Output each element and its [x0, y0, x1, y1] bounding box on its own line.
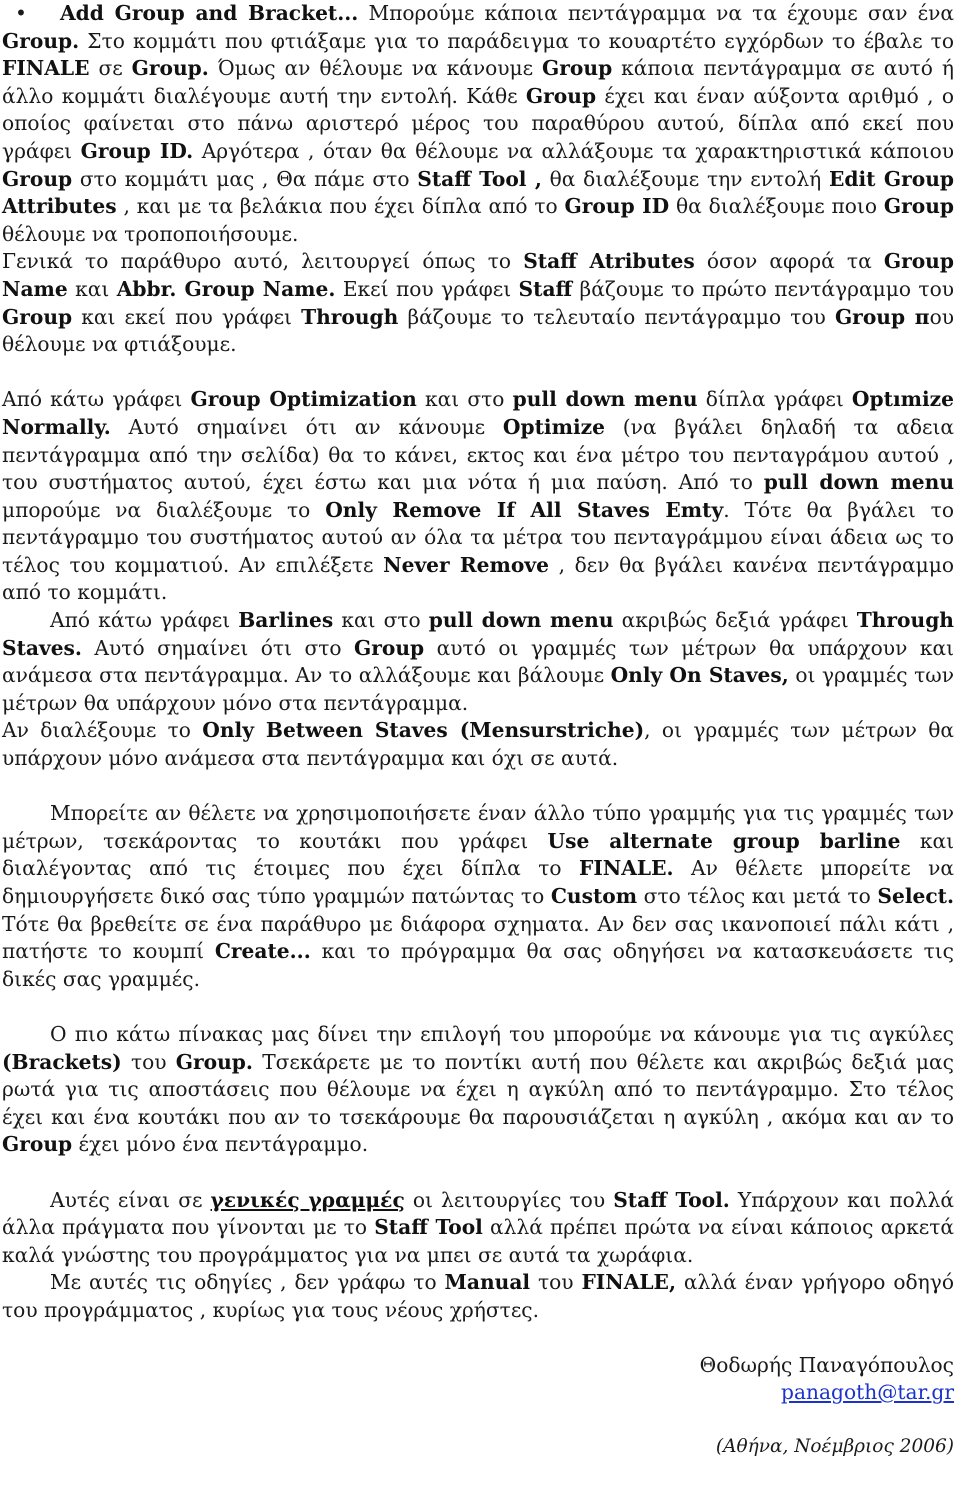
bold-term: Add Group and Bracket... [60, 1, 359, 25]
paragraph-barlines [2, 607, 954, 717]
bold-term: Barlines [238, 608, 334, 633]
text-run: και εκεί που γράφει [72, 304, 302, 329]
text-run: δίπλα γράφει [697, 387, 852, 412]
text-run: έχει μόνο ένα πεντάγραμμο. [72, 1132, 369, 1157]
author-email-link[interactable]: panagoth@tar.gr [781, 1380, 954, 1405]
paragraph-staff-tool-summary [2, 1187, 954, 1270]
text-run: , δεν θα βγάλει κανένα πεντάγραμμο από το κομμάτι. [2, 552, 954, 605]
bold-term: Group ID [564, 194, 670, 219]
bold-term: Group [2, 166, 73, 191]
bold-term: Group. [131, 56, 209, 81]
bold-term: Group Name [2, 249, 954, 301]
bold-term: Never Remove [383, 552, 549, 577]
bold-term: Through [301, 304, 399, 329]
text-run: , και με τα βελάκια που έχει δίπλα από το [116, 194, 565, 219]
spacer [2, 359, 954, 387]
spacer [2, 1159, 954, 1187]
bold-term: Optimize [502, 414, 605, 439]
text-run: κάποια πεντάγραμμα σε αυτό ή άλλο κομμάτι διαλέγουμε αυτή την εντολή. Κάθε [2, 56, 954, 108]
text-run: Γενικά το παράθυρο αυτό, λειτουργεί όπως το [2, 249, 524, 274]
text-run: βάζουμε το τελευταίο πεντάγραμμο του [398, 304, 835, 329]
text-run: Όμως αν θέλουμε να κάνουμε [208, 56, 543, 81]
text-run: Μπορούμε κάποια πεντάγραμμα να τα έχουμε σαν ένα [358, 1, 954, 25]
paragraph-add-group [2, 0, 954, 248]
text-run: μπορούμε να διαλέξουμε το [2, 497, 326, 522]
text-run: Από κάτω γράφει [2, 387, 191, 412]
text-run: στο τέλος και μετά το [637, 884, 878, 908]
text-run: και το πρόγραμμα θα σας οδηγήσει να κατασκευάσετε τις δικές σας γραμμές. [2, 939, 954, 991]
text-run: έχει και έναν αύξοντα αριθμό , ο οποίος φαίνεται στο πάνω αριστερό μέρος του παραθύρου αυτού, δίπλα από εκεί που γράφει [2, 83, 954, 163]
bold-term: Only Between Staves (Mensurstriche) [202, 718, 645, 743]
bold-term: γενικές γραμμές [210, 1187, 405, 1212]
text-run: αλλά έναν γρήγορο οδηγό του προγράμματος , κυρίως για τους νέους χρήστες. [2, 1270, 954, 1322]
text-run: αυτό οι γραμμές των μέτρων θα υπάρχουν και ανάμεσα στα πεντάγραμμα. Αν το αλλάξουμε και βάλουμε [2, 635, 954, 688]
paragraph-group-optimization [2, 386, 954, 607]
bold-term: Group [2, 304, 73, 329]
text-run: Με αυτές τις οδηγίες , δεν γράφω το [50, 1270, 445, 1295]
text-run: και διαλέγοντας από τις έτοιμες που έχει δίπλα το [2, 828, 954, 881]
bold-term: pull down menu [428, 608, 614, 633]
text-run: του [530, 1270, 582, 1295]
text-run: ου θέλουμε να φτιάξουμε. [2, 304, 955, 357]
text-run: σε [89, 56, 132, 81]
text-run: Αργότερα , όταν θα θέλουμε να αλλάξουμε τα χαρακτηριστικά κάποιου [193, 138, 954, 163]
text-run: και στο [416, 387, 513, 412]
bold-term: FINALE [2, 56, 90, 81]
text-run: . Τότε θα βγάλει το πεντάγραμμο του συστήματος αυτού αν όλα τα μέτρα του πενταγράμμου είναι άδεια ως το τέλος του κομματιού. Αν επιλέξετε [2, 497, 954, 577]
text-run: Αν διαλέξουμε το [2, 718, 203, 743]
bold-term: Staff Tool. [613, 1187, 730, 1212]
text-run: αλλά πρέπει πρώτα να είναι κάποιος αρκετά καλά γνώστης του προγράμματος για να μπει σε αυτά τα χωράφια. [2, 1215, 955, 1267]
bold-term: Through Staves. [2, 608, 954, 660]
bold-term: Group [525, 83, 597, 108]
paragraph-group-window [2, 248, 954, 358]
bold-term: Only On Staves, [610, 663, 789, 688]
text-run: του [121, 1049, 176, 1074]
paragraph-manual-note [2, 1269, 954, 1324]
bold-term: (Brackets) [2, 1049, 122, 1074]
bold-term: pull down menu [763, 470, 955, 495]
text-run: οι γραμμές των μέτρων θα υπάρχουν μόνο στα πεντάγραμμα. [2, 663, 954, 715]
paragraph-between-staves [2, 717, 954, 772]
bold-term: Select. [877, 884, 954, 908]
text-run: και στο [333, 608, 429, 633]
bullet-item [2, 0, 954, 248]
text-run: θα διαλέξουμε την εντολή [541, 166, 829, 191]
text-run: Μπορείτε αν θέλετε να χρησιμοποιήσετε έναν άλλο τύπο γραμμής για τις γραμμές των μέτρων, τσεκάροντας το κουτάκι που γράφει [2, 801, 954, 853]
bold-term: Group [2, 1132, 73, 1157]
text-run: Αν θέλετε μπορείτε να δημιουργήσετε δικό σας τύπο γραμμών πατώντας το [2, 856, 955, 908]
text-run: ακριβώς δεξιά γράφει [613, 608, 857, 633]
text-run: όσον αφορά τα [694, 249, 884, 274]
document-date: (Αθήνα, Νοέμβριος 2006) [715, 1435, 954, 1457]
spacer [2, 993, 954, 1021]
text-run: Αυτές είναι σε [50, 1187, 211, 1212]
bold-term: Group π [834, 304, 930, 329]
bold-term: Staff Tool , [417, 166, 542, 191]
text-run: οι λειτουργίες του [404, 1187, 614, 1212]
bold-term: Only Remove If All Staves Emty [325, 497, 724, 522]
bold-term: Create... [214, 939, 311, 964]
paragraph-brackets [2, 1021, 954, 1159]
bold-term: Staff Tool [374, 1215, 483, 1240]
bold-term: Group. [175, 1049, 253, 1074]
text-run: Αυτό σημαίνει ότι στο [81, 635, 355, 660]
bold-term: Group [883, 194, 954, 219]
text-run: Τότε θα βρεθείτε σε ένα παράθυρο με διάφορα σχηματα. Αν δεν σας ικανοποιεί πάλι κάτι , πατήστε το κουμπί [2, 911, 954, 964]
bold-term: Edit Group Attributes [2, 166, 954, 219]
text-run: Από κάτω γράφει [50, 608, 239, 633]
bold-term: Use alternate group barline [547, 828, 901, 853]
bold-term: Group Optimization [190, 387, 417, 412]
text-run: βάζουμε το πρώτο πεντάγραμμο του [572, 276, 955, 301]
bold-term: Staff Atributes [523, 249, 695, 274]
bold-term: Manual [444, 1270, 531, 1295]
spacer [2, 773, 954, 801]
bold-term: Group [354, 635, 425, 660]
bold-term: Group [542, 56, 613, 81]
bold-term: Group. [2, 28, 80, 53]
text-run: θέλουμε να τροποποιήσουμε. [2, 221, 299, 246]
text-run: Στο κομμάτι που φτιάξαμε για το παράδειγμα το κουαρτέτο εγχόρδων το έβαλε το [79, 28, 954, 53]
text-run: Υπάρχουν και πολλά άλλα πράγματα που γίνονται με το [2, 1187, 954, 1240]
text-run: και [67, 276, 117, 301]
paragraph-alternate-barline [2, 800, 954, 993]
bold-term: Custom [550, 884, 638, 908]
author-name: Θοδωρής Παναγόπουλος [699, 1352, 954, 1377]
bold-term: FINALE, [581, 1270, 676, 1295]
text-run: Αυτό σημαίνει ότι αν κάνουμε [110, 414, 503, 439]
bold-term: pull down menu [512, 387, 698, 412]
text-run: , οι γραμμές των μέτρων θα υπάρχουν μόνο ανάμεσα στα πεντάγραμμα και όχι σε αυτά. [2, 718, 954, 771]
bold-term: FINALE. [579, 856, 674, 881]
bold-term: Abbr. Group Name. [116, 276, 336, 301]
bold-term: Staff [518, 276, 573, 301]
text-run: θα διαλέξουμε ποιο [669, 194, 884, 219]
text-run: Εκεί που γράφει [335, 276, 519, 301]
text-run: Ο πιο κάτω πίνακας μας δίνει την επιλογή του μπορούμε να κάνουμε για τις αγκύλες [50, 1021, 954, 1046]
bold-term: Group ID. [80, 138, 194, 163]
text-run: Τσεκάρετε με το ποντίκι αυτή που θέλετε και ακριβώς δεξιά μας ρωτά για τις αποστάσεις που θέλουμε να έχει η αγκύλη από το πεντάγραμμο. Στο τέλος έχει και ένα κουτάκι που αν το τσεκάρουμε θα παρουσιάζεται η αγκύλη , ακόμα και αν το [2, 1049, 954, 1129]
text-run: στο κομμάτι μας , Θα πάμε στο [72, 166, 418, 191]
text-run: (να βγάλει δηλαδή τα αδεια πεντάγραμμα από την σελίδα) θα το κάνει, εκτος και ένα μέτρο του πενταγράμου αυτού , του συστήματος αυτού, έχει έστω και μια νότα ή μια παύση. Από το [2, 414, 954, 495]
bold-term: Optımize Normally. [2, 387, 954, 439]
bullet-dot: • [15, 1, 27, 25]
